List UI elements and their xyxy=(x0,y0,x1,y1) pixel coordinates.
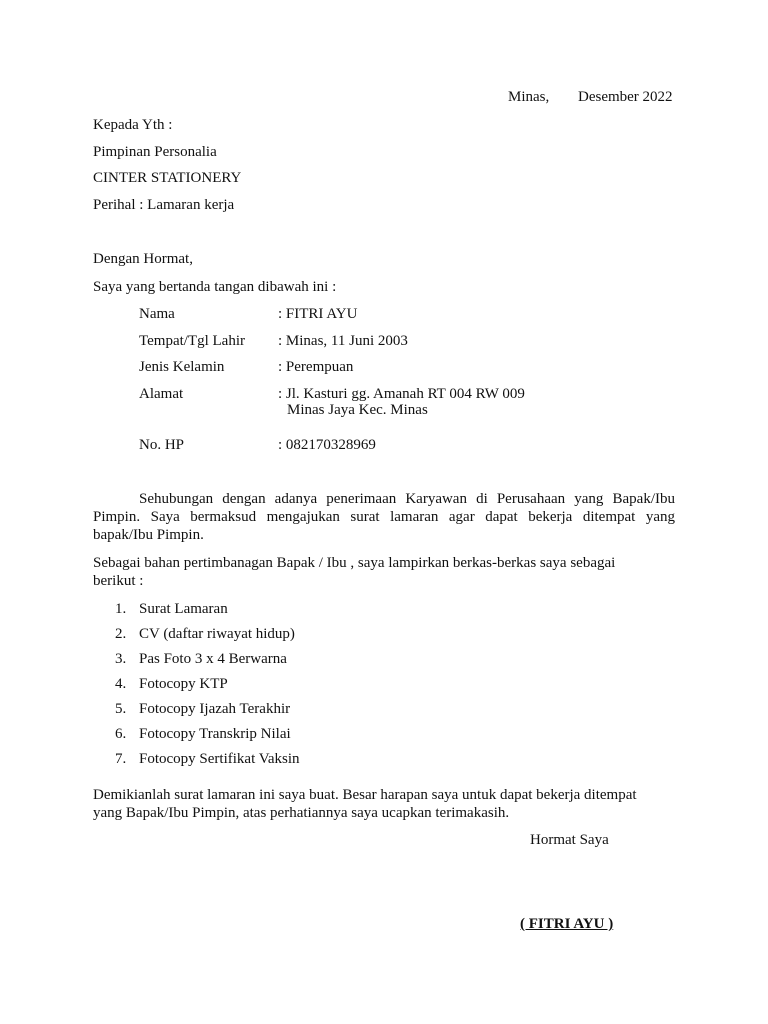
attachment-number: 5. xyxy=(115,701,127,717)
paragraph-1-line-3: bapak/Ibu Pimpin. xyxy=(93,527,204,543)
recipient-line-2: Pimpinan Personalia xyxy=(93,144,217,160)
attachment-number: 6. xyxy=(115,726,127,742)
detail-label-birth: Tempat/Tgl Lahir xyxy=(139,333,245,349)
paragraph-2-line-2: berikut : xyxy=(93,573,144,589)
recipient-line-1: Kepada Yth : xyxy=(93,117,173,133)
subject-line: Perihal : Lamaran kerja xyxy=(93,197,235,213)
intro-text: Saya yang bertanda tangan dibawah ini : xyxy=(93,279,337,295)
detail-value-address: : Jl. Kasturi gg. Amanah RT 004 RW 009 xyxy=(278,386,525,402)
attachment-item: Fotocopy Ijazah Terakhir xyxy=(139,701,291,717)
detail-label-address: Alamat xyxy=(139,386,184,402)
signature-salutation: Hormat Saya xyxy=(530,832,609,848)
closing-line-1: Demikianlah surat lamaran ini saya buat. Besar harapan saya untuk dapat bekerja ditempat xyxy=(93,787,637,803)
paragraph-2-line-1: Sebagai bahan pertimbanagan Bapak / Ibu , saya lampirkan berkas-berkas saya sebagai xyxy=(93,555,616,571)
attachment-item: Fotocopy Transkrip Nilai xyxy=(139,726,291,742)
attachment-number: 4. xyxy=(115,676,127,692)
attachment-item: Pas Foto 3 x 4 Berwarna xyxy=(139,651,287,667)
greeting: Dengan Hormat, xyxy=(93,251,193,267)
attachment-number: 7. xyxy=(115,751,127,767)
detail-label-phone: No. HP xyxy=(139,437,185,453)
attachment-number: 1. xyxy=(115,601,127,617)
attachment-item: Surat Lamaran xyxy=(139,601,228,617)
detail-value-gender: : Perempuan xyxy=(278,359,354,375)
paragraph-1-line-1: Sehubungan dengan adanya penerimaan Karyawan di Perusahaan yang Bapak/Ibu xyxy=(139,491,675,507)
detail-label-name: Nama xyxy=(139,306,175,322)
attachment-number: 3. xyxy=(115,651,127,667)
attachment-item: Fotocopy KTP xyxy=(139,676,228,692)
recipient-line-3: CINTER STATIONERY xyxy=(93,170,242,186)
signature-name: ( FITRI AYU ) xyxy=(520,916,614,932)
detail-value-phone: : 082170328969 xyxy=(278,437,376,453)
detail-label-gender: Jenis Kelamin xyxy=(139,359,225,375)
letter-date: Desember 2022 xyxy=(578,89,673,105)
paragraph-1-line-2: Pimpin. Saya bermaksud mengajukan surat lamaran agar dapat bekerja ditempat yang xyxy=(93,509,675,525)
closing-line-2: yang Bapak/Ibu Pimpin, atas perhatiannya saya ucapkan terimakasih. xyxy=(93,805,510,821)
detail-value-name: : FITRI AYU xyxy=(278,306,358,322)
letter-place: Minas, xyxy=(508,89,550,105)
detail-value-address-line2: Minas Jaya Kec. Minas xyxy=(287,402,428,418)
detail-value-birth: : Minas, 11 Juni 2003 xyxy=(278,333,408,349)
attachment-item: CV (daftar riwayat hidup) xyxy=(139,626,295,642)
attachment-number: 2. xyxy=(115,626,127,642)
attachment-item: Fotocopy Sertifikat Vaksin xyxy=(139,751,300,767)
